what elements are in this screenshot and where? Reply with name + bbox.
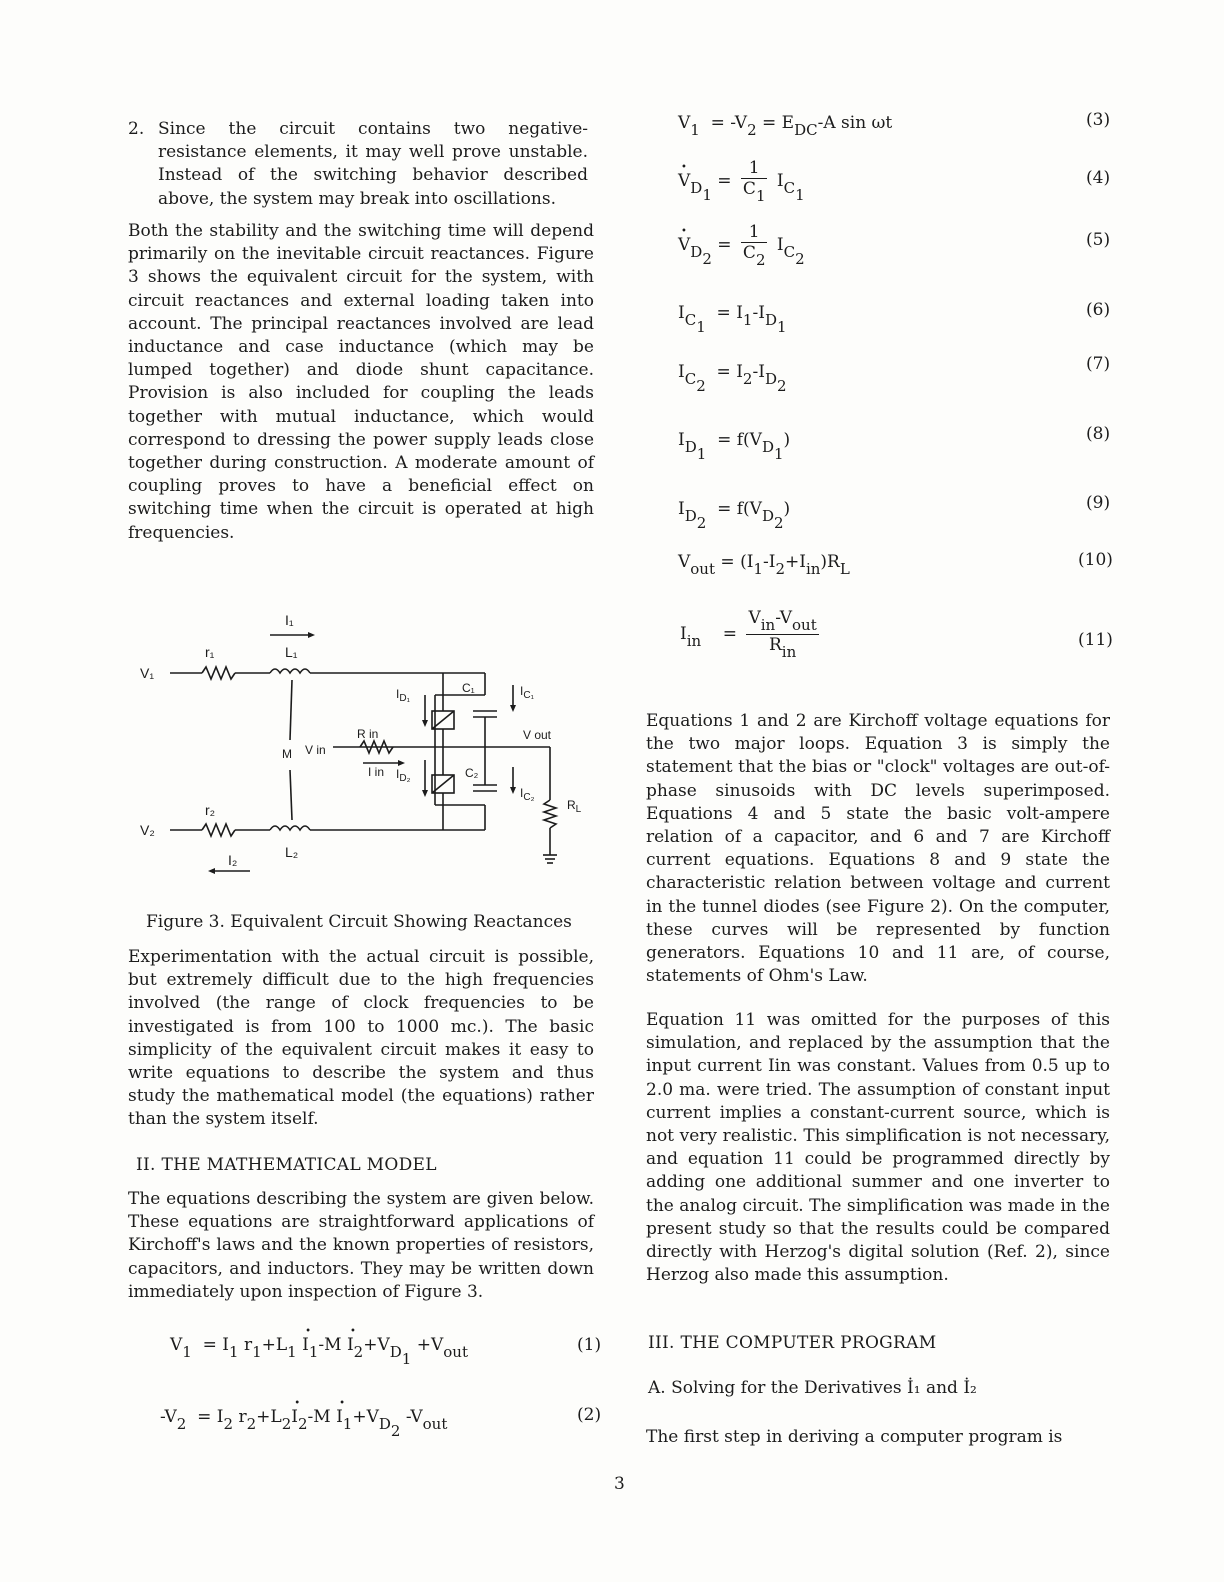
label-i1: I₁: [285, 612, 294, 628]
equation-10: $V_{out} = (I_1-I_2+I_{in})R_L$: [678, 552, 850, 578]
equation-5: • $V_{D_2}$ = $\frac{1}{C_2}$ $I_{C_2}$: [678, 222, 805, 269]
equation-number: (2): [577, 1405, 602, 1425]
equation-number: (7): [1086, 354, 1111, 374]
page-number: 3: [614, 1474, 625, 1494]
equation-4: • $V_{D_1}$ = $\frac{1}{C_1}$ $I_{C_1}$: [678, 158, 805, 205]
label-rin: R in: [357, 727, 379, 741]
equation-8: $I_{D_1} = f(V_{D_1})$: [678, 430, 791, 463]
equation-9: $I_{D_2} = f(V_{D_2})$: [678, 499, 791, 532]
label-r2: r₂: [205, 802, 216, 818]
list-number: 2.: [128, 119, 145, 139]
list-text: Since the circuit contains two negative-resistance elements, it may well prove unstable. Instead of the switching behavior described above, the system may break into oscillations.: [158, 119, 588, 209]
subsection-heading-derivatives: A. Solving for the Derivatives İ₁ and İ₂: [648, 1378, 977, 1398]
paragraph-experimentation: Experimentation with the actual circuit is possible, but extremely difficult due to the high frequencies involved (the range of clock frequencies to be investigated is from 100 to 1000 mc.). The basic simplicity of the equivalent circuit makes it easy to write equations to describe the system and thus study the mathematical model (the equations) rather than the system itself.: [128, 947, 594, 1130]
label-vin: V in: [305, 743, 326, 757]
label-r1: r₁: [205, 644, 215, 660]
equation-number: (6): [1086, 300, 1111, 320]
equation-11: $I_{in}$ = $\frac{V_{in}-V_{out}}{R_{in}}$: [680, 608, 817, 661]
section-heading-computer-program: III. THE COMPUTER PROGRAM: [648, 1333, 937, 1353]
equation-number: (10): [1078, 550, 1113, 570]
label-l1: L₁: [285, 644, 298, 660]
equation-6: $I_{C_1} = I_1-I_{D_1}$: [678, 303, 787, 336]
paragraph-reactances: Both the stability and the switching time will depend primarily on the inevitable circuit reactances. Figure 3 shows the equivalent circuit for the system, with circuit reactances and external loading taken into account. The principal reactances involved are lead inductance and case inductance (which may be lumped together) and diode shunt capacitance. Provision is also included for coupling the leads together with mutual inductance, which would correspond to dressing the power supply leads close together during construction. A moderate amount of coupling proves to have a beneficial effect on switching time when the circuit is operated at high frequencies.: [128, 221, 594, 543]
equation-number: (1): [577, 1335, 602, 1355]
label-v2: V₂: [140, 822, 155, 838]
label-m: M: [282, 747, 292, 761]
label-id1: $I_{D_1}$: [396, 687, 410, 704]
paragraph-equations-intro: The equations describing the system are given below. These equations are straightforward applications of Kirchoff's laws and the known properties of resistors, capacitors, and inductors. They may be written down immediately upon inspection of Figure 3.: [128, 1189, 594, 1302]
equation-number: (9): [1086, 493, 1111, 513]
label-c1: C₁: [462, 681, 475, 695]
equation-number: (4): [1086, 168, 1111, 188]
equation-number: (5): [1086, 230, 1111, 250]
equation-2: $-V_2 = I_2$ $r_2+L_2•$ $I_2-M$ • $I_1+V_{D_2}$ $-V_{out}$: [160, 1407, 447, 1440]
label-rl: $R_L$: [567, 798, 582, 815]
paragraph-equation-explanation: Equations 1 and 2 are Kirchoff voltage equations for the two major loops. Equation 3 is simply the statement that the bias or "clock" voltages are out-of-phase sinusoids with DC levels superimposed. Equations 4 and 5 state the basic volt-ampere relation of a capacitor, and 6 and 7 are Kirchoff current equations. Equations 8 and 9 state the characteristic relation between voltage and current in the tunnel diodes (see Figure 2). On the computer, these curves will be represented by function generators. Equations 10 and 11 are, of course, statements of Ohm's Law.: [646, 711, 1110, 987]
equation-3: $V_1 = -V_2 = E_{DC}-A$ sin ωt: [678, 113, 893, 139]
label-i2: I₂: [228, 852, 238, 868]
label-c2: C₂: [465, 766, 479, 780]
paragraph-first-step: The first step in deriving a computer program is: [646, 1427, 1063, 1447]
section-heading-mathematical-model: II. THE MATHEMATICAL MODEL: [136, 1155, 437, 1175]
equation-number: (8): [1086, 424, 1111, 444]
label-ic1: $I_{C_1}$: [520, 684, 534, 701]
label-ic2: $I_{C_2}$: [520, 786, 535, 803]
figure-caption: Figure 3. Equivalent Circuit Showing Reactances: [146, 912, 572, 932]
equation-number: (3): [1086, 110, 1111, 130]
equation-number: (11): [1078, 630, 1113, 650]
label-v1: V₁: [140, 665, 155, 681]
paragraph-equation-11: Equation 11 was omitted for the purposes of this simulation, and replaced by the assumption that the input current Iin was constant. Values from 0.5 up to 2.0 ma. were tried. The assumption of constant input current implies a constant-current source, which is not very realistic. This simplification is not necessary, and equation 11 could be programmed directly by adding one additional summer and one inverter to the analog circuit. The simplification was made in the present study so that the results could be compared directly with Herzog's digital solution (Ref. 2), since Herzog also made this assumption.: [646, 1010, 1110, 1286]
label-l2: L₂: [285, 844, 299, 860]
equation-7: $I_{C_2} = I_2-I_{D_2}$: [678, 362, 787, 395]
label-vout: V out: [523, 728, 552, 742]
label-iin: I in: [368, 765, 385, 779]
figure-3-circuit: [130, 605, 590, 895]
equation-1: $V_1 = I_1$ $r_1+L_1$ • $I_1-M$ • $I_2+V_{D_1} +V_{out}$: [170, 1335, 468, 1368]
label-id2: $I_{D_2}$: [396, 767, 411, 784]
